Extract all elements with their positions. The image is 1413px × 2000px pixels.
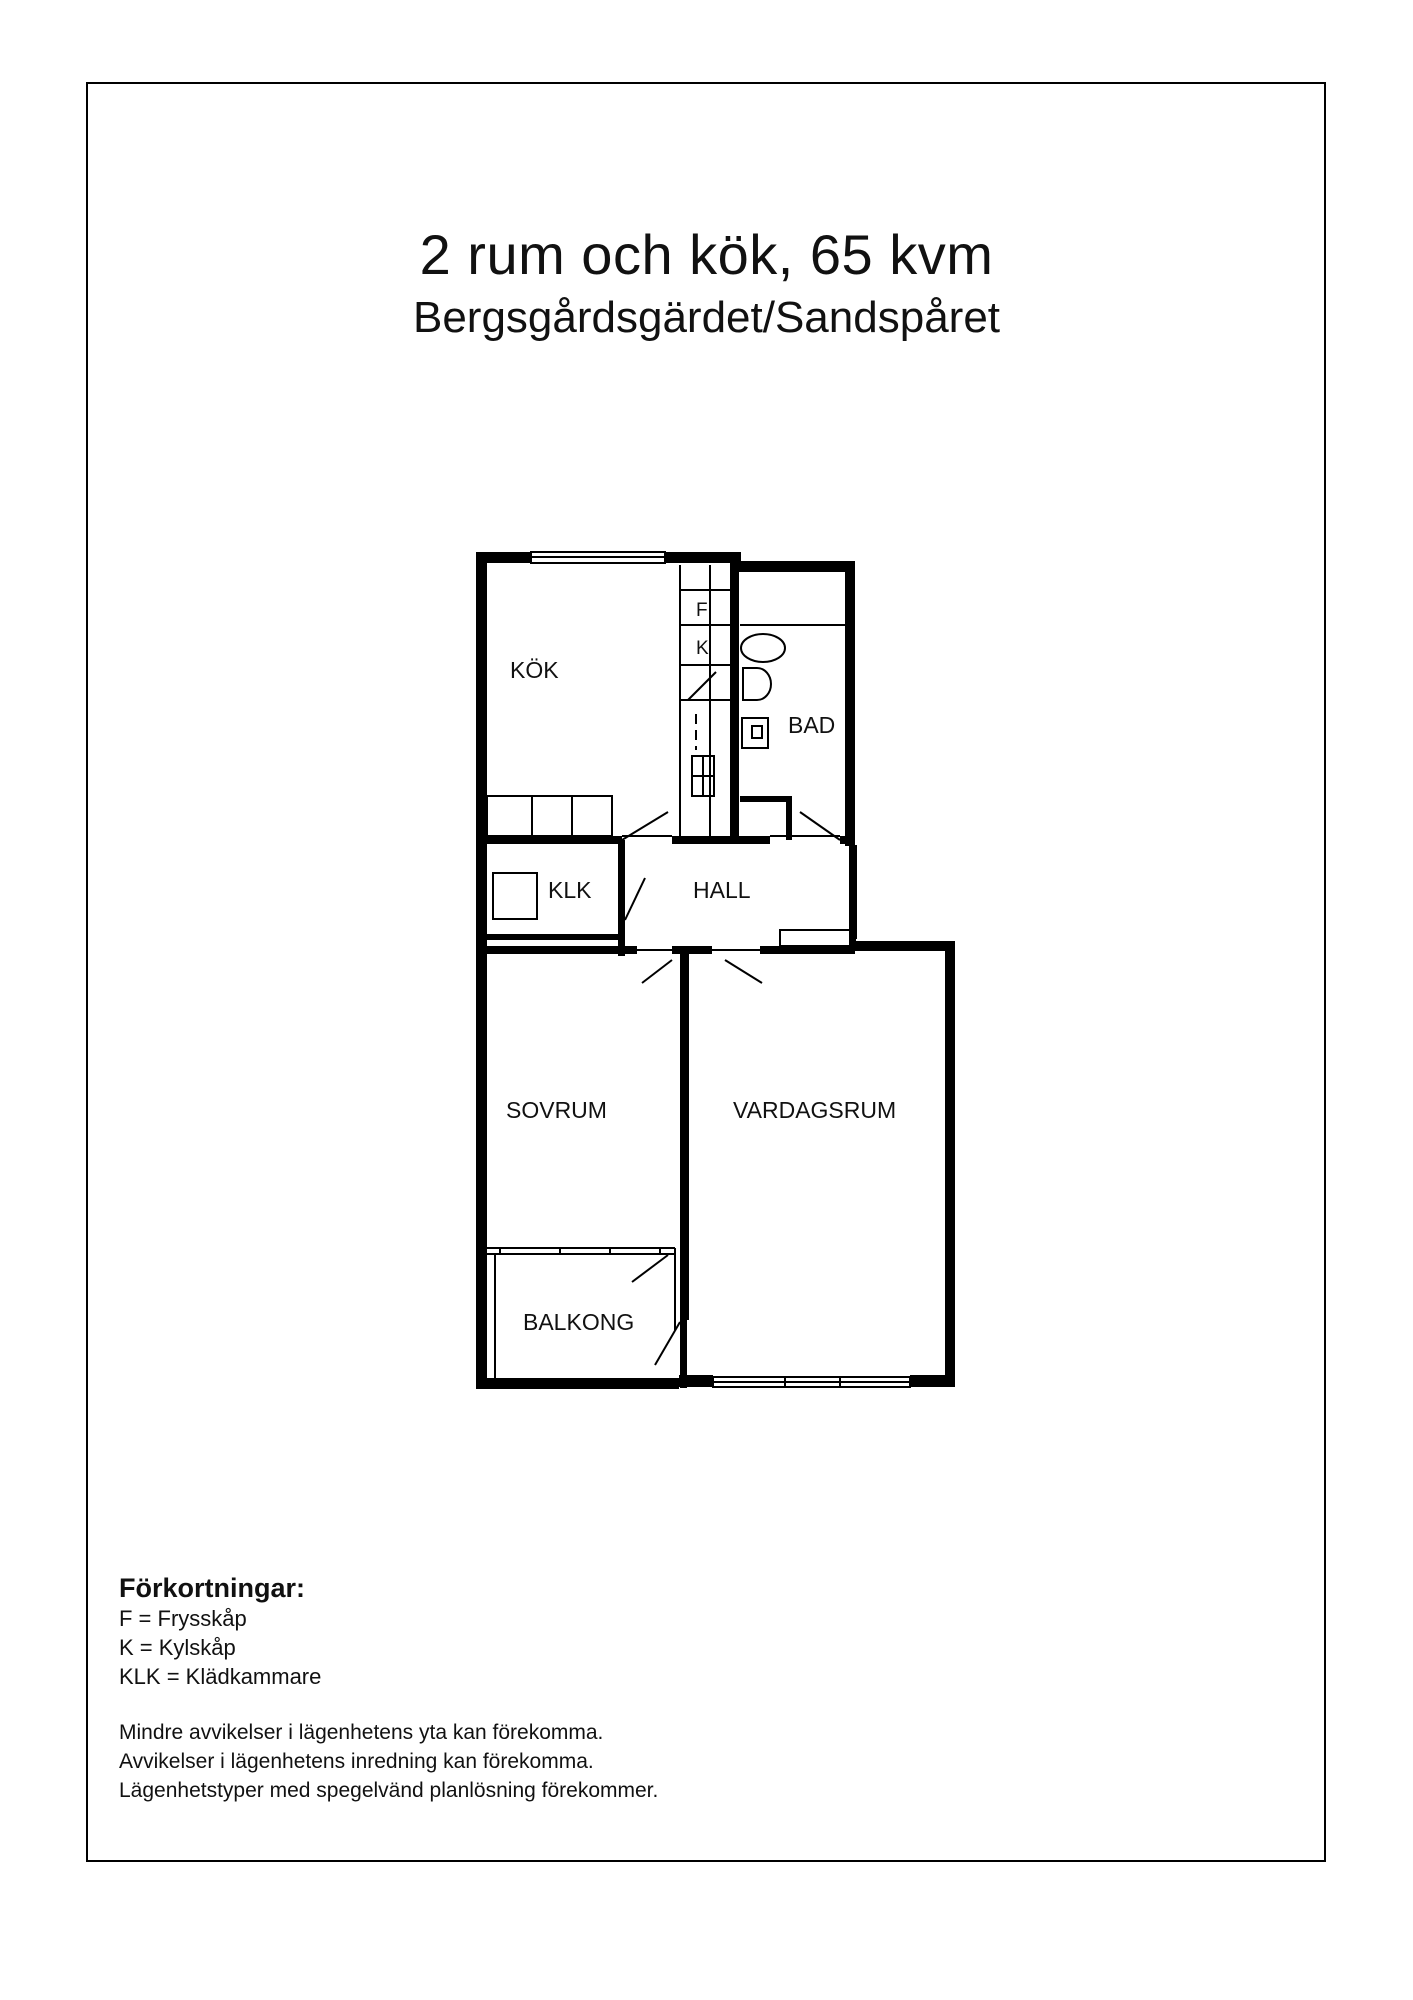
wall-bad-niche-top xyxy=(740,796,790,802)
room-label-vardagsrum: VARDAGSRUM xyxy=(733,1097,897,1123)
appliance-label-k: K xyxy=(696,638,709,659)
abbreviations xyxy=(119,1572,321,1691)
note-line: Lägenhetstyper med spegelvänd planlösning förekommer. xyxy=(119,1779,659,1802)
wall-hall-bottom-left xyxy=(487,946,637,954)
wall-bad-bottom-right xyxy=(840,836,855,844)
wall-bad-niche-right xyxy=(786,796,792,840)
room-label-klk: KLK xyxy=(548,877,592,903)
wall-vardagsrum-right xyxy=(945,941,955,1387)
room-label-balkong: BALKONG xyxy=(523,1309,635,1335)
page-title: 2 rum och kök, 65 kvm xyxy=(419,223,994,286)
abbreviation-item: F = Frysskåp xyxy=(119,1606,247,1631)
wall-hall-bottom-right xyxy=(760,946,855,954)
abbreviations-title: Förkortningar: xyxy=(119,1573,305,1603)
wall-outer-left xyxy=(476,552,487,1389)
bad-sink xyxy=(742,718,768,748)
room-label-hall: HALL xyxy=(693,877,751,903)
wall-bad-top xyxy=(738,561,855,572)
wall-balkong-bottom xyxy=(487,1378,679,1389)
hall-bench xyxy=(780,930,850,946)
room-label-bad: BAD xyxy=(788,712,836,738)
note-line: Avvikelser i lägenhetens inredning kan förekomma. xyxy=(119,1750,594,1773)
door-klk xyxy=(625,878,645,920)
abbreviation-item: K = Kylskåp xyxy=(119,1635,236,1660)
wall-kok-top-left xyxy=(476,552,531,563)
room-label-sovrum: SOVRUM xyxy=(506,1097,607,1123)
wall-kok-top-right xyxy=(665,552,741,563)
door-balkong-sovrum xyxy=(632,1255,668,1282)
wall-hall-bottom-mid xyxy=(672,946,712,954)
wall-bad-bottom xyxy=(740,836,770,844)
abbreviation-item: KLK = Klädkammare xyxy=(119,1664,322,1689)
door-vardagsrum xyxy=(725,960,762,983)
wall-bad-right xyxy=(845,561,855,846)
door-sovrum xyxy=(642,960,672,983)
wall-kok-bad xyxy=(730,561,739,841)
wall-kok-bottom-right xyxy=(672,836,740,844)
wall-sovrum-vardagsrum xyxy=(680,952,689,1320)
toilet xyxy=(743,668,771,700)
wall-vardagsrum-bottom-right xyxy=(910,1375,950,1387)
wall-step-right-top xyxy=(850,941,955,951)
disclaimer-notes xyxy=(119,1718,658,1805)
room-label-kok: KÖK xyxy=(510,657,559,683)
appliance-label-f: F xyxy=(696,600,708,621)
bathtub-oval xyxy=(741,634,785,662)
note-line: Mindre avvikelser i lägenhetens yta kan förekomma. xyxy=(119,1721,604,1744)
wall-vardagsrum-left-lower xyxy=(680,1310,687,1388)
wall-klk-bottom xyxy=(487,934,620,940)
wall-kok-bottom xyxy=(487,836,622,844)
page-subtitle: Bergsgårdsgärdet/Sandspåret xyxy=(412,293,1001,342)
door-balkong-vardagsrum xyxy=(655,1322,680,1365)
kitchen-bench xyxy=(487,796,612,836)
klk-shelf xyxy=(493,873,537,919)
